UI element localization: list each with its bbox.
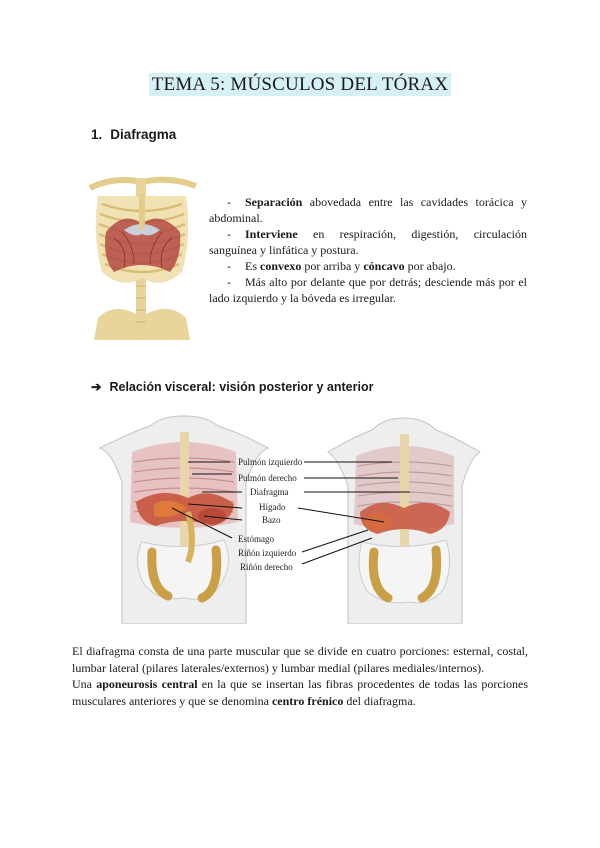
list-dash: - xyxy=(227,259,231,273)
list-item-bold: Interviene xyxy=(245,227,298,241)
label-estomago: Estómago xyxy=(238,534,274,544)
subsection-heading-visceral xyxy=(91,379,373,394)
paragraph-portions: El diafragma consta de una parte muscular que se divide en cuatro porciones: esternal, costal, lumbar lateral (pilares laterales/externos) y lumbar medial (pilares mediales/internos). xyxy=(72,644,528,675)
subsection-title: Relación visceral: visión posterior y anterior xyxy=(109,380,374,394)
label-pulmon-derecho: Pulmón derecho xyxy=(238,473,297,483)
label-higado: Hígado xyxy=(259,502,286,512)
list-item-text: en respiración, digestión, circulación sanguínea y linfática y postura. xyxy=(209,227,527,257)
page-title-wrap xyxy=(0,74,600,96)
list-item-bold: Separación xyxy=(245,195,303,209)
ribcage-illustration xyxy=(84,168,200,340)
arrow-right-icon: ➔ xyxy=(91,380,102,394)
list-item-text: por abajo. xyxy=(404,259,456,273)
list-item-text: Es xyxy=(245,259,260,273)
list-item-bold: convexo xyxy=(260,259,302,273)
label-bazo: Bazo xyxy=(262,515,281,525)
list-dash: - xyxy=(227,275,231,289)
page-title: TEMA 5: MÚSCULOS DEL TÓRAX xyxy=(149,73,452,96)
list-item xyxy=(209,226,527,258)
label-rinon-izquierdo: Riñón izquierdo xyxy=(238,548,297,558)
paragraph-text: del diafragma. xyxy=(343,693,416,708)
posterior-torso xyxy=(100,416,268,624)
label-pulmon-izquierdo: Pulmón izquierdo xyxy=(238,457,303,467)
paragraph-aponeurosis xyxy=(72,676,528,709)
diaphragm-characteristics-list xyxy=(209,194,527,306)
list-item-text: abovedada entre las cavidades torácica y abdominal. xyxy=(209,195,527,225)
paragraph-text: en la que se insertan las fibras procedentes de todas las porciones musculares anteriores y que se denomina xyxy=(72,677,528,708)
section-title: Diafragma xyxy=(110,127,177,142)
term-centro-frenico: centro frénico xyxy=(271,693,344,708)
list-item xyxy=(209,258,527,274)
paragraph-text: Una xyxy=(72,677,97,691)
section-heading-diafragma xyxy=(91,127,176,142)
body-paragraph xyxy=(72,643,528,709)
section-number: 1. xyxy=(91,127,103,142)
label-diafragma: Diafragma xyxy=(250,487,289,497)
visceral-relations-illustration xyxy=(92,412,510,624)
anatomy-labels xyxy=(238,457,303,572)
anterior-torso xyxy=(328,418,480,624)
list-dash: - xyxy=(227,195,231,209)
list-item xyxy=(209,274,527,306)
label-rinon-derecho: Riñón derecho xyxy=(240,562,293,572)
list-item xyxy=(209,194,527,226)
list-item-bold: cóncavo xyxy=(363,259,405,273)
list-item-text: por arriba y xyxy=(301,259,364,273)
list-item-text: Más alto por delante que por detrás; desciende más por el lado izquierdo y la bóveda es irregular. xyxy=(209,275,527,305)
list-dash: - xyxy=(227,227,231,241)
term-aponeurosis-central: aponeurosis central xyxy=(96,677,198,691)
